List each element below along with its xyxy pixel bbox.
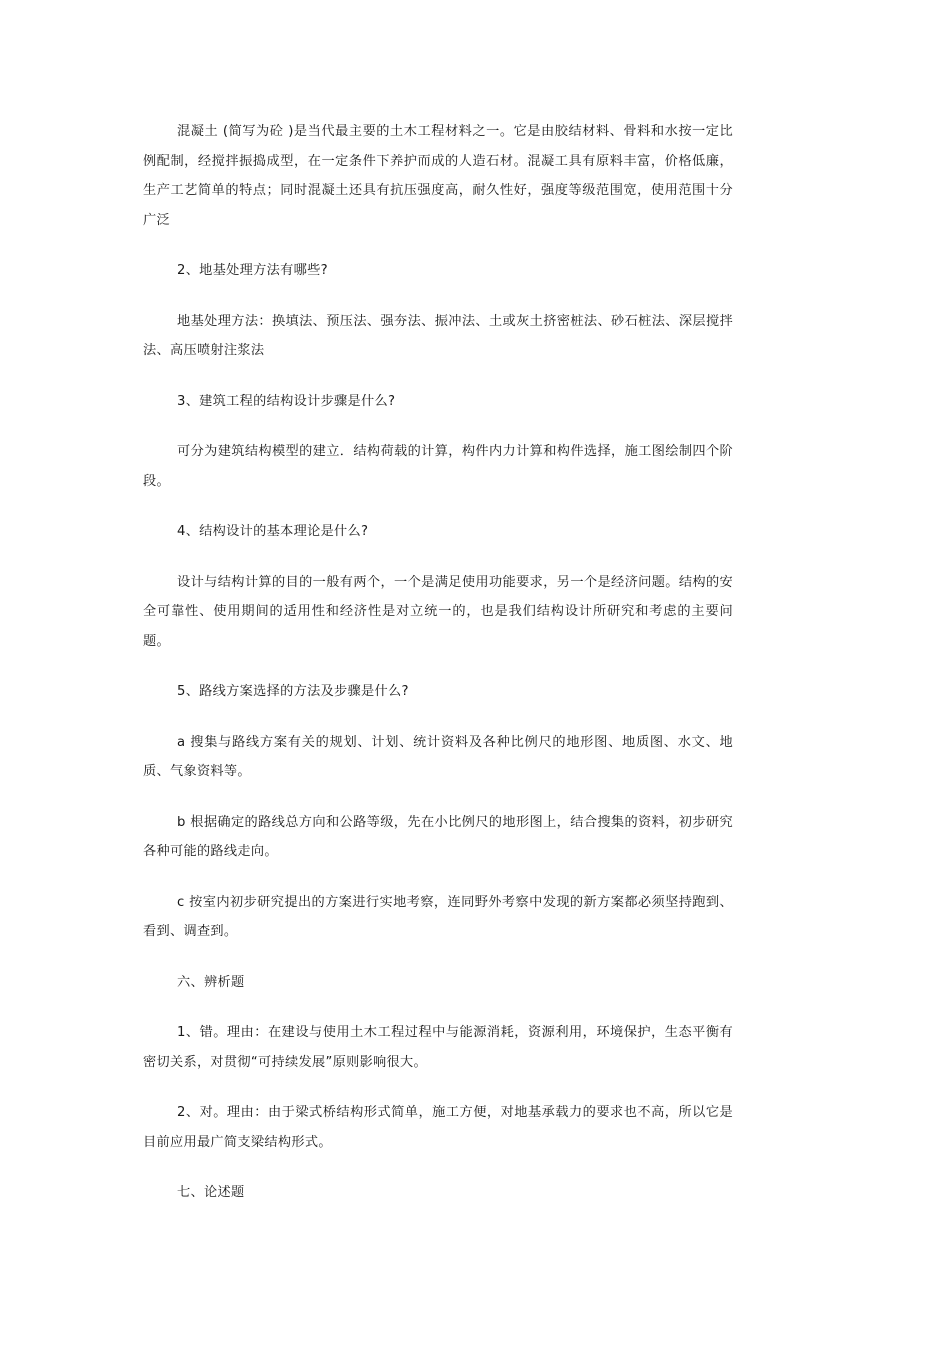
question-5-heading: 5、路线方案选择的方法及步骤是什么? — [177, 684, 409, 699]
paragraph-route-step-b: b 根据确定的路线总方向和公路等级，先在小比例尺的地形图上，结合搜集的资料，初步研究各种可能的路线走向。 — [143, 814, 733, 859]
paragraph-concrete: 混凝土 (简写为砼 )是当代最主要的土木工程材料之一。它是由胶结材料、骨料和水按一定比例配制，经搅拌振捣成型，在一定条件下养护而成的人造石材。混凝工具有原料丰富，价格低廉，生产工艺简单的特点；同时混凝土还具有抗压强度高，耐久性好，强度等级范围宽，使用范围十分广泛 — [143, 124, 733, 228]
paragraph-route-step-a: a 搜集与路线方案有关的规划、计划、统计资料及各种比例尺的地形图、地质图、水文、地质、气象资料等。 — [143, 734, 733, 779]
question-2-heading: 2、地基处理方法有哪些? — [177, 263, 328, 278]
paragraph-route-step-c: c 按室内初步研究提出的方案进行实地考察，连同野外考察中发现的新方案都必须坚持跑到、看到、调查到。 — [143, 894, 733, 939]
document-body — [143, 117, 733, 1208]
paragraph-design-theory: 设计与结构计算的目的一般有两个，一个是满足使用功能要求，另一个是经济问题。结构的安全可靠性、使用期间的适用性和经济性是对立统一的，也是我们结构设计所研究和考虑的主要问题。 — [143, 574, 733, 649]
question-3-heading: 3、建筑工程的结构设计步骤是什么? — [177, 393, 396, 409]
question-4-heading: 4、结构设计的基本理论是什么? — [177, 524, 369, 539]
paragraph-analysis-2: 2、对。理由：由于梁式桥结构形式简单，施工方便，对地基承载力的要求也不高，所以它是目前应用最广简支梁结构形式。 — [143, 1105, 733, 1150]
section-7-heading: 七、论述题 — [177, 1185, 245, 1200]
paragraph-analysis-1: 1、错。理由：在建设与使用土木工程过程中与能源消耗，资源利用，环境保护，生态平衡有密切关系，对贯彻“可持续发展”原则影响很大。 — [143, 1025, 733, 1070]
paragraph-design-steps: 可分为建筑结构模型的建立．结构荷载的计算，构件内力计算和构件选择，施工图绘制四个阶段。 — [143, 444, 733, 489]
section-6-heading: 六、辨析题 — [177, 974, 245, 990]
paragraph-foundation-methods: 地基处理方法：换填法、预压法、强夯法、振冲法、土或灰土挤密桩法、砂石桩法、深层搅拌法、高压喷射注浆法 — [143, 313, 733, 358]
